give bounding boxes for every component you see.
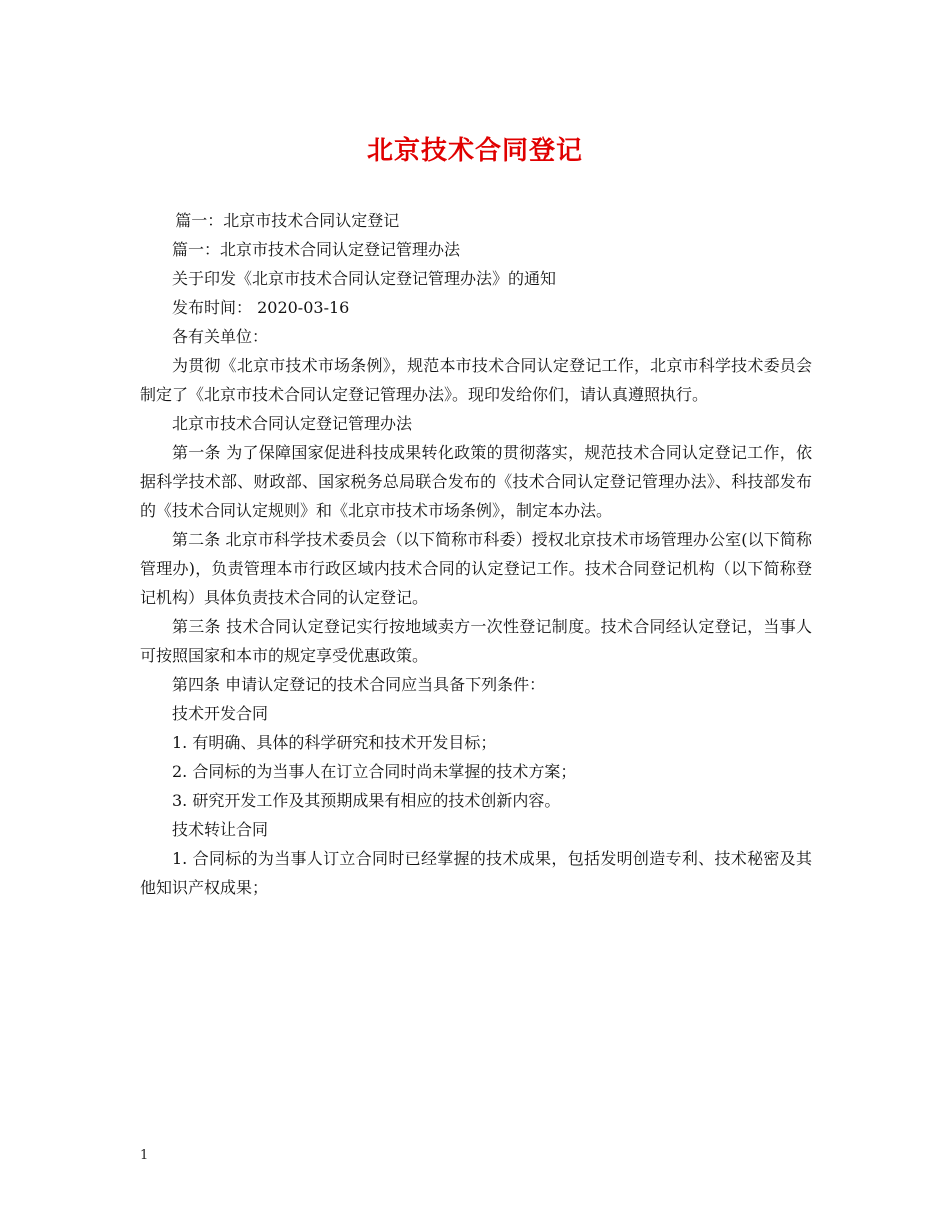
paragraph: 为贯彻《北京市技术市场条例》，规范本市技术合同认定登记工作，北京市科学技术委员会制定了《北京市技术合同认定登记管理办法》。现印发给你们，请认真遵照执行。 xyxy=(140,356,812,404)
paragraph: 发布时间： 2020-03-16 xyxy=(172,298,350,317)
paragraph: 关于印发《北京市技术合同认定登记管理办法》的通知 xyxy=(172,269,557,288)
paragraph: 第四条 申请认定登记的技术合同应当具备下列条件： xyxy=(172,675,546,694)
paragraph: 3. 研究开发工作及其预期成果有相应的技术创新内容。 xyxy=(172,791,561,810)
paragraph: 2. 合同标的为当事人在订立合同时尚未掌握的技术方案； xyxy=(172,762,577,781)
paragraph: 北京市技术合同认定登记管理办法 xyxy=(172,414,413,433)
paragraph: 第一条 为了保障国家促进科技成果转化政策的贯彻落实，规范技术合同认定登记工作，依据科学技术部、财政部、国家税务总局联合发布的《技术合同认定登记管理办法》、科技部发布的《技术合同认定规则》和《北京市技术市场条例》，制定本办法。 xyxy=(140,443,812,520)
paragraph: 篇一：北京市技术合同认定登记 xyxy=(175,211,400,230)
paragraph: 第三条 技术合同认定登记实行按地域卖方一次性登记制度。技术合同经认定登记，当事人可按照国家和本市的规定享受优惠政策。 xyxy=(140,617,812,665)
paragraph: 各有关单位： xyxy=(172,327,269,346)
paragraph: 1. 有明确、具体的科学研究和技术开发目标； xyxy=(172,733,497,752)
paragraph: 1. 合同标的为当事人订立合同时已经掌握的技术成果，包括发明创造专利、技术秘密及其他知识产权成果； xyxy=(140,849,812,897)
document-title: 北京技术合同登记 xyxy=(366,136,583,166)
paragraph: 篇一：北京市技术合同认定登记管理办法 xyxy=(172,240,461,259)
document-body xyxy=(140,206,812,902)
paragraph: 技术转让合同 xyxy=(172,820,269,839)
paragraph: 技术开发合同 xyxy=(172,704,269,723)
page-number: 1 xyxy=(140,1148,149,1163)
paragraph: 第二条 北京市科学技术委员会（以下简称市科委）授权北京技术市场管理办公室(以下简称管理办)，负责管理本市行政区域内技术合同的认定登记工作。技术合同登记机构（以下简称登记机构）具体负责技术合同的认定登记。 xyxy=(140,530,812,607)
